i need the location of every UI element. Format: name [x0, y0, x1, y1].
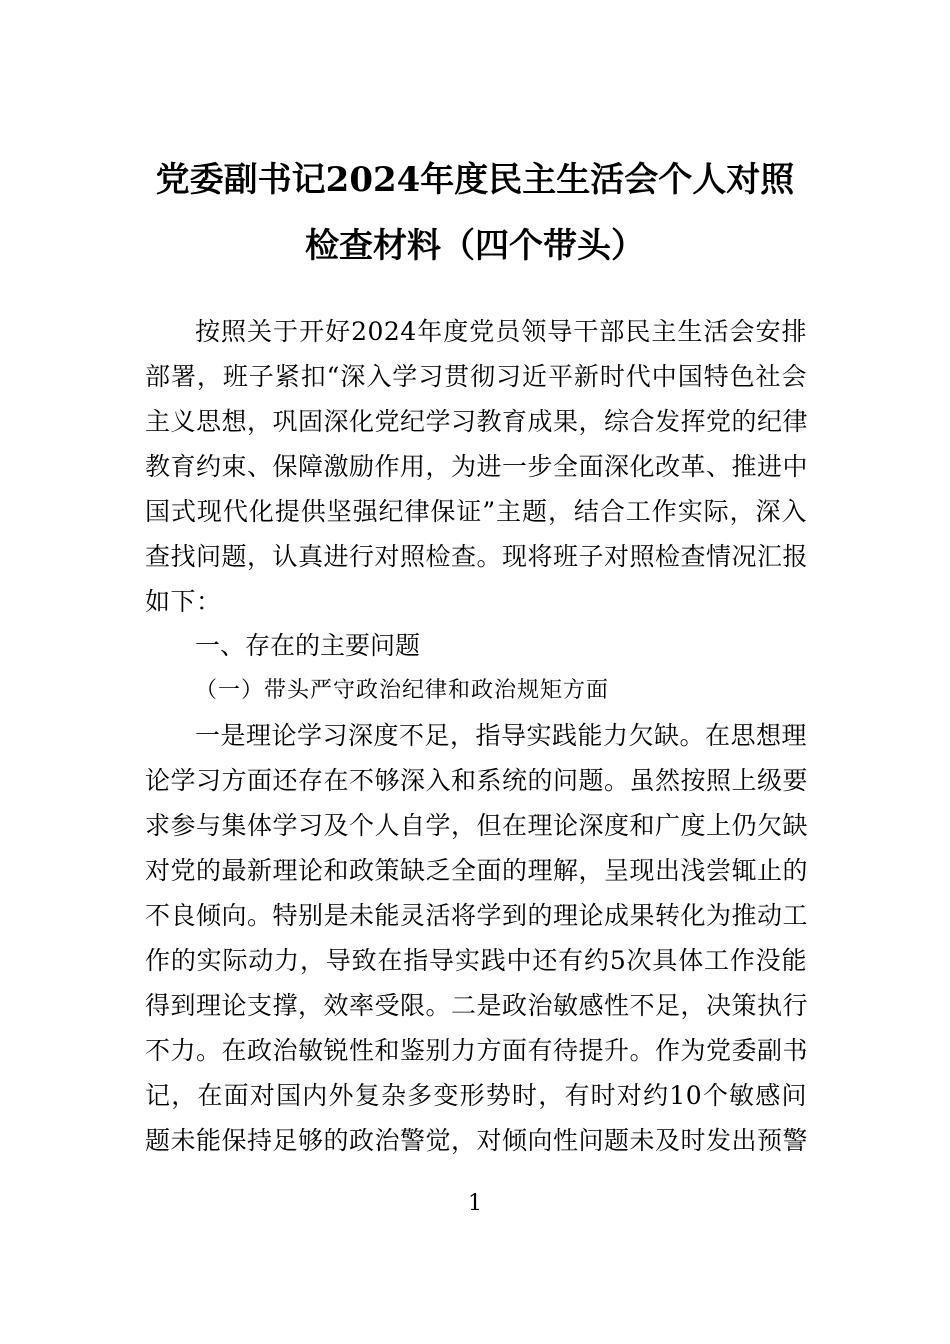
body-paragraph-line: 不力。在政治敏锐性和鉴别力方面有待提升。作为党委副书 [145, 1036, 809, 1065]
body-paragraph-line: 题未能保持足够的政治警觉，对倾向性问题未及时发出预警 [145, 1126, 809, 1155]
page-number: 1 [468, 1191, 482, 1216]
document-title-line-2: 检查材料（四个带头） [305, 226, 645, 266]
intro-paragraph-line: 主义思想，巩固深化党纪学习教育成果，综合发挥党的纪律 [145, 407, 809, 436]
intro-paragraph-line: 国式现代化提供坚强纪律保证”主题，结合工作实际，深入 [145, 497, 807, 526]
section-heading: 一、存在的主要问题 [195, 631, 421, 660]
body-paragraph-line: 一是理论学习深度不足，指导实践能力欠缺。在思想理 [195, 721, 808, 750]
intro-paragraph-line: 查找问题，认真进行对照检查。现将班子对照检查情况汇报 [145, 542, 809, 571]
body-paragraph-line: 对党的最新理论和政策缺乏全面的理解，呈现出浅尝辄止的 [145, 856, 809, 885]
subsection-heading: （一）带头严守政治纪律和政治规矩方面 [195, 678, 610, 703]
body-paragraph-line: 求参与集体学习及个人自学，但在理论深度和广度上仍欠缺 [145, 811, 809, 840]
intro-paragraph-line: 教育约束、保障激励作用，为进一步全面深化改革、推进中 [145, 452, 809, 481]
body-paragraph-line: 不良倾向。特别是未能灵活将学到的理论成果转化为推动工 [145, 901, 809, 930]
body-paragraph-line: 得到理论支撑，效率受限。二是政治敏感性不足，决策执行 [145, 991, 809, 1020]
body-paragraph-line: 记，在面对国内外复杂多变形势时，有时对约10个敏感问 [145, 1081, 807, 1110]
body-paragraph-line: 作的实际动力，导致在指导实践中还有约5次具体工作没能 [145, 946, 807, 975]
intro-paragraph-line: 按照关于开好2024年度党员领导干部民主生活会安排 [195, 317, 807, 346]
document-title-line-1: 党委副书记2024年度民主生活会个人对照 [155, 160, 795, 200]
intro-paragraph-line: 部署，班子紧扣“深入学习贯彻习近平新时代中国特色社会 [145, 362, 807, 391]
intro-paragraph-line: 如下： [145, 587, 222, 616]
body-paragraph-line: 论学习方面还存在不够深入和系统的问题。虽然按照上级要 [145, 766, 809, 795]
